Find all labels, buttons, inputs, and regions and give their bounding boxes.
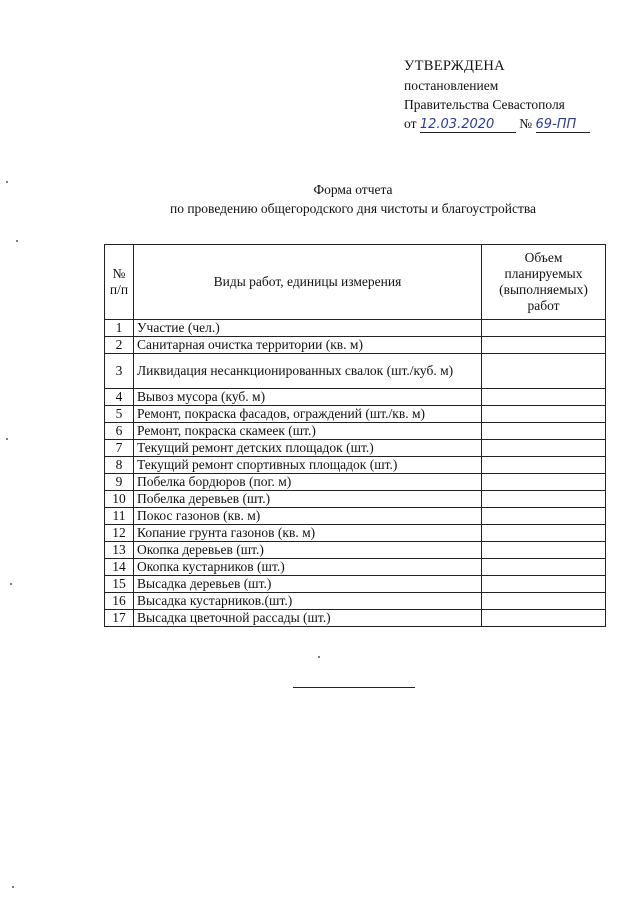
row-number: 6 — [105, 423, 134, 440]
row-work-type: Окопка деревьев (шт.) — [134, 542, 482, 559]
row-work-type: Высадка цветочной рассады (шт.) — [134, 610, 482, 627]
table-row — [105, 491, 606, 508]
scan-speck — [12, 886, 14, 888]
row-number: 2 — [105, 337, 134, 354]
date-prefix: от — [404, 116, 417, 131]
row-volume-cell[interactable] — [482, 337, 606, 354]
row-work-type: Ремонт, покраска скамеек (шт.) — [134, 423, 482, 440]
row-number: 3 — [105, 354, 134, 389]
form-title: Форма отчета — [313, 182, 393, 197]
table-row — [105, 508, 606, 525]
approval-line-resolution: постановлением — [404, 78, 499, 93]
row-number: 7 — [105, 440, 134, 457]
table-row — [105, 389, 606, 406]
row-volume-cell[interactable] — [482, 593, 606, 610]
table-row — [105, 457, 606, 474]
row-volume-cell[interactable] — [482, 354, 606, 389]
number-prefix: № — [519, 116, 533, 131]
row-volume-cell[interactable] — [482, 457, 606, 474]
row-volume-cell[interactable] — [482, 559, 606, 576]
row-volume-cell[interactable] — [482, 525, 606, 542]
scan-speck — [10, 583, 12, 585]
form-heading — [0, 180, 627, 218]
row-number: 13 — [105, 542, 134, 559]
table-row — [105, 542, 606, 559]
table-row — [105, 559, 606, 576]
header-num: № п/п — [105, 245, 134, 320]
row-work-type: Текущий ремонт детских площадок (шт.) — [134, 440, 482, 457]
row-volume-cell[interactable] — [482, 491, 606, 508]
row-volume-cell[interactable] — [482, 389, 606, 406]
table-row — [105, 423, 606, 440]
row-volume-cell[interactable] — [482, 440, 606, 457]
row-work-type: Высадка деревьев (шт.) — [134, 576, 482, 593]
report-table — [104, 244, 606, 627]
table-row — [105, 354, 606, 389]
row-number: 14 — [105, 559, 134, 576]
row-number: 16 — [105, 593, 134, 610]
row-work-type: Санитарная очистка территории (кв. м) — [134, 337, 482, 354]
row-volume-cell[interactable] — [482, 576, 606, 593]
row-work-type: Копание грунта газонов (кв. м) — [134, 525, 482, 542]
row-number: 8 — [105, 457, 134, 474]
approval-title: УТВЕРЖДЕНА — [404, 58, 505, 74]
table-row — [105, 474, 606, 491]
table-row — [105, 610, 606, 627]
row-volume-cell[interactable] — [482, 474, 606, 491]
row-work-type: Высадка кустарников.(шт.) — [134, 593, 482, 610]
row-work-type: Побелка деревьев (шт.) — [134, 491, 482, 508]
row-work-type: Вывоз мусора (куб. м) — [134, 389, 482, 406]
row-number: 10 — [105, 491, 134, 508]
approval-date: 12.03.2020 — [419, 117, 495, 132]
scan-speck — [6, 438, 8, 440]
row-work-type: Текущий ремонт спортивных площадок (шт.) — [134, 457, 482, 474]
table-header-row — [105, 245, 606, 320]
scan-speck — [6, 181, 8, 183]
table-row — [105, 576, 606, 593]
row-number: 12 — [105, 525, 134, 542]
form-subtitle: по проведению общегородского дня чистоты и благоустройства — [169, 201, 537, 216]
approval-line-government: Правительства Севастополя — [404, 97, 565, 112]
header-work: Виды работ, единицы измерения — [134, 245, 482, 320]
table-row — [105, 320, 606, 337]
scan-speck — [16, 240, 18, 242]
approval-stamp — [404, 57, 590, 133]
row-work-type: Окопка кустарников (шт.) — [134, 559, 482, 576]
row-volume-cell[interactable] — [482, 542, 606, 559]
table-row — [105, 337, 606, 354]
row-volume-cell[interactable] — [482, 423, 606, 440]
row-work-type: Участие (чел.) — [134, 320, 482, 337]
row-number: 9 — [105, 474, 134, 491]
row-volume-cell[interactable] — [482, 406, 606, 423]
scan-speck — [318, 656, 320, 658]
table-body — [105, 320, 606, 627]
row-volume-cell[interactable] — [482, 508, 606, 525]
row-number: 5 — [105, 406, 134, 423]
row-number: 1 — [105, 320, 134, 337]
table-row — [105, 440, 606, 457]
table-row — [105, 406, 606, 423]
row-number: 15 — [105, 576, 134, 593]
end-divider-line — [293, 687, 415, 688]
table-row — [105, 593, 606, 610]
row-volume-cell[interactable] — [482, 610, 606, 627]
header-volume: Объем планируемых (выполняемых) работ — [482, 245, 606, 320]
row-volume-cell[interactable] — [482, 320, 606, 337]
approval-date-line — [404, 114, 590, 133]
row-work-type: Ликвидация несанкционированных свалок (шт./куб. м) — [134, 354, 482, 389]
row-work-type: Ремонт, покраска фасадов, ограждений (шт./кв. м) — [134, 406, 482, 423]
row-work-type: Побелка бордюров (пог. м) — [134, 474, 482, 491]
row-number: 17 — [105, 610, 134, 627]
table-row — [105, 525, 606, 542]
approval-number: 69-ПП — [535, 117, 577, 132]
row-work-type: Покос газонов (кв. м) — [134, 508, 482, 525]
row-number: 4 — [105, 389, 134, 406]
row-number: 11 — [105, 508, 134, 525]
